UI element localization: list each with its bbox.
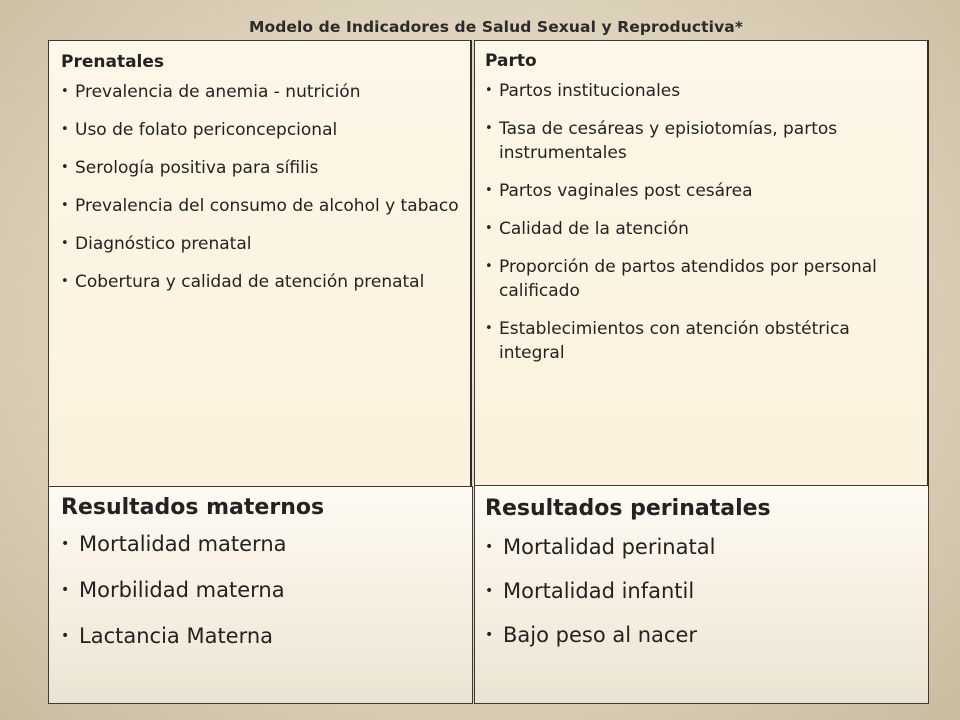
indicator-list <box>485 533 918 649</box>
list-item <box>485 217 917 241</box>
bullet-icon: • <box>61 198 69 213</box>
bullet-icon: • <box>485 221 493 236</box>
list-item-text: Tasa de cesáreas y episiotomías, partos instrumentales <box>499 119 838 163</box>
bullet-icon: • <box>485 121 493 136</box>
list-item-text: Cobertura y calidad de atención prenatal <box>75 272 425 292</box>
list-item-text: Bajo peso al nacer <box>503 623 698 647</box>
list-item <box>61 530 462 558</box>
list-item-text: Calidad de la atención <box>499 219 689 239</box>
bullet-icon: • <box>485 583 494 599</box>
list-item-text: Morbilidad materna <box>79 578 285 602</box>
list-item <box>61 576 462 604</box>
list-item-text: Prevalencia de anemia - nutrición <box>75 82 361 102</box>
list-item <box>61 80 460 104</box>
list-item-text: Establecimientos con atención obstétrica integral <box>499 319 850 363</box>
list-item <box>61 118 460 142</box>
list-item <box>61 156 460 180</box>
bullet-icon: • <box>61 274 69 289</box>
list-item <box>61 194 460 218</box>
list-item-text: Diagnóstico prenatal <box>75 234 252 254</box>
indicator-list <box>61 80 460 294</box>
panel-heading: Prenatales <box>61 52 165 72</box>
slide-title: Modelo de Indicadores de Salud Sexual y Reproductiva* <box>248 18 744 36</box>
list-item <box>61 232 460 256</box>
bullet-icon: • <box>61 160 69 175</box>
list-item-text: Mortalidad infantil <box>503 579 695 603</box>
list-item-text: Serología positiva para sífilis <box>75 158 319 178</box>
bullet-icon: • <box>61 628 70 644</box>
list-item-text: Partos vaginales post cesárea <box>499 181 753 201</box>
list-item <box>485 179 917 203</box>
bullet-icon: • <box>485 321 493 336</box>
list-item-text: Partos institucionales <box>499 81 681 101</box>
bullet-icon: • <box>61 236 69 251</box>
list-item <box>485 621 918 649</box>
bullet-icon: • <box>61 122 69 137</box>
panel-prenatales <box>48 40 472 488</box>
panel-parto <box>474 40 929 488</box>
list-item <box>485 577 918 605</box>
list-item <box>61 270 460 294</box>
panel-heading: Parto <box>485 51 537 71</box>
list-item <box>61 622 462 650</box>
panel-resultados-perinatales <box>474 485 929 704</box>
list-item-text: Prevalencia del consumo de alcohol y tabaco <box>75 196 459 216</box>
bullet-icon: • <box>61 84 69 99</box>
list-item-text: Mortalidad materna <box>79 532 287 556</box>
list-item <box>485 533 918 561</box>
list-item-text: Uso de folato periconcepcional <box>75 120 338 140</box>
bullet-icon: • <box>485 539 494 555</box>
list-item <box>485 117 917 165</box>
indicator-list <box>485 79 917 365</box>
bullet-icon: • <box>485 627 494 643</box>
list-item <box>485 317 917 365</box>
panel-heading: Resultados perinatales <box>485 496 771 521</box>
list-item-text: Proporción de partos atendidos por personal calificado <box>499 257 877 301</box>
bullet-icon: • <box>61 582 70 598</box>
list-item <box>485 255 917 303</box>
indicator-list <box>61 530 462 650</box>
list-item-text: Mortalidad perinatal <box>503 535 716 559</box>
panel-heading: Resultados maternos <box>61 495 325 520</box>
list-item <box>485 79 917 103</box>
bullet-icon: • <box>485 183 493 198</box>
bullet-icon: • <box>485 259 493 274</box>
bullet-icon: • <box>485 83 493 98</box>
list-item-text: Lactancia Materna <box>79 624 274 648</box>
panel-resultados-maternos <box>48 486 473 704</box>
bullet-icon: • <box>61 536 70 552</box>
